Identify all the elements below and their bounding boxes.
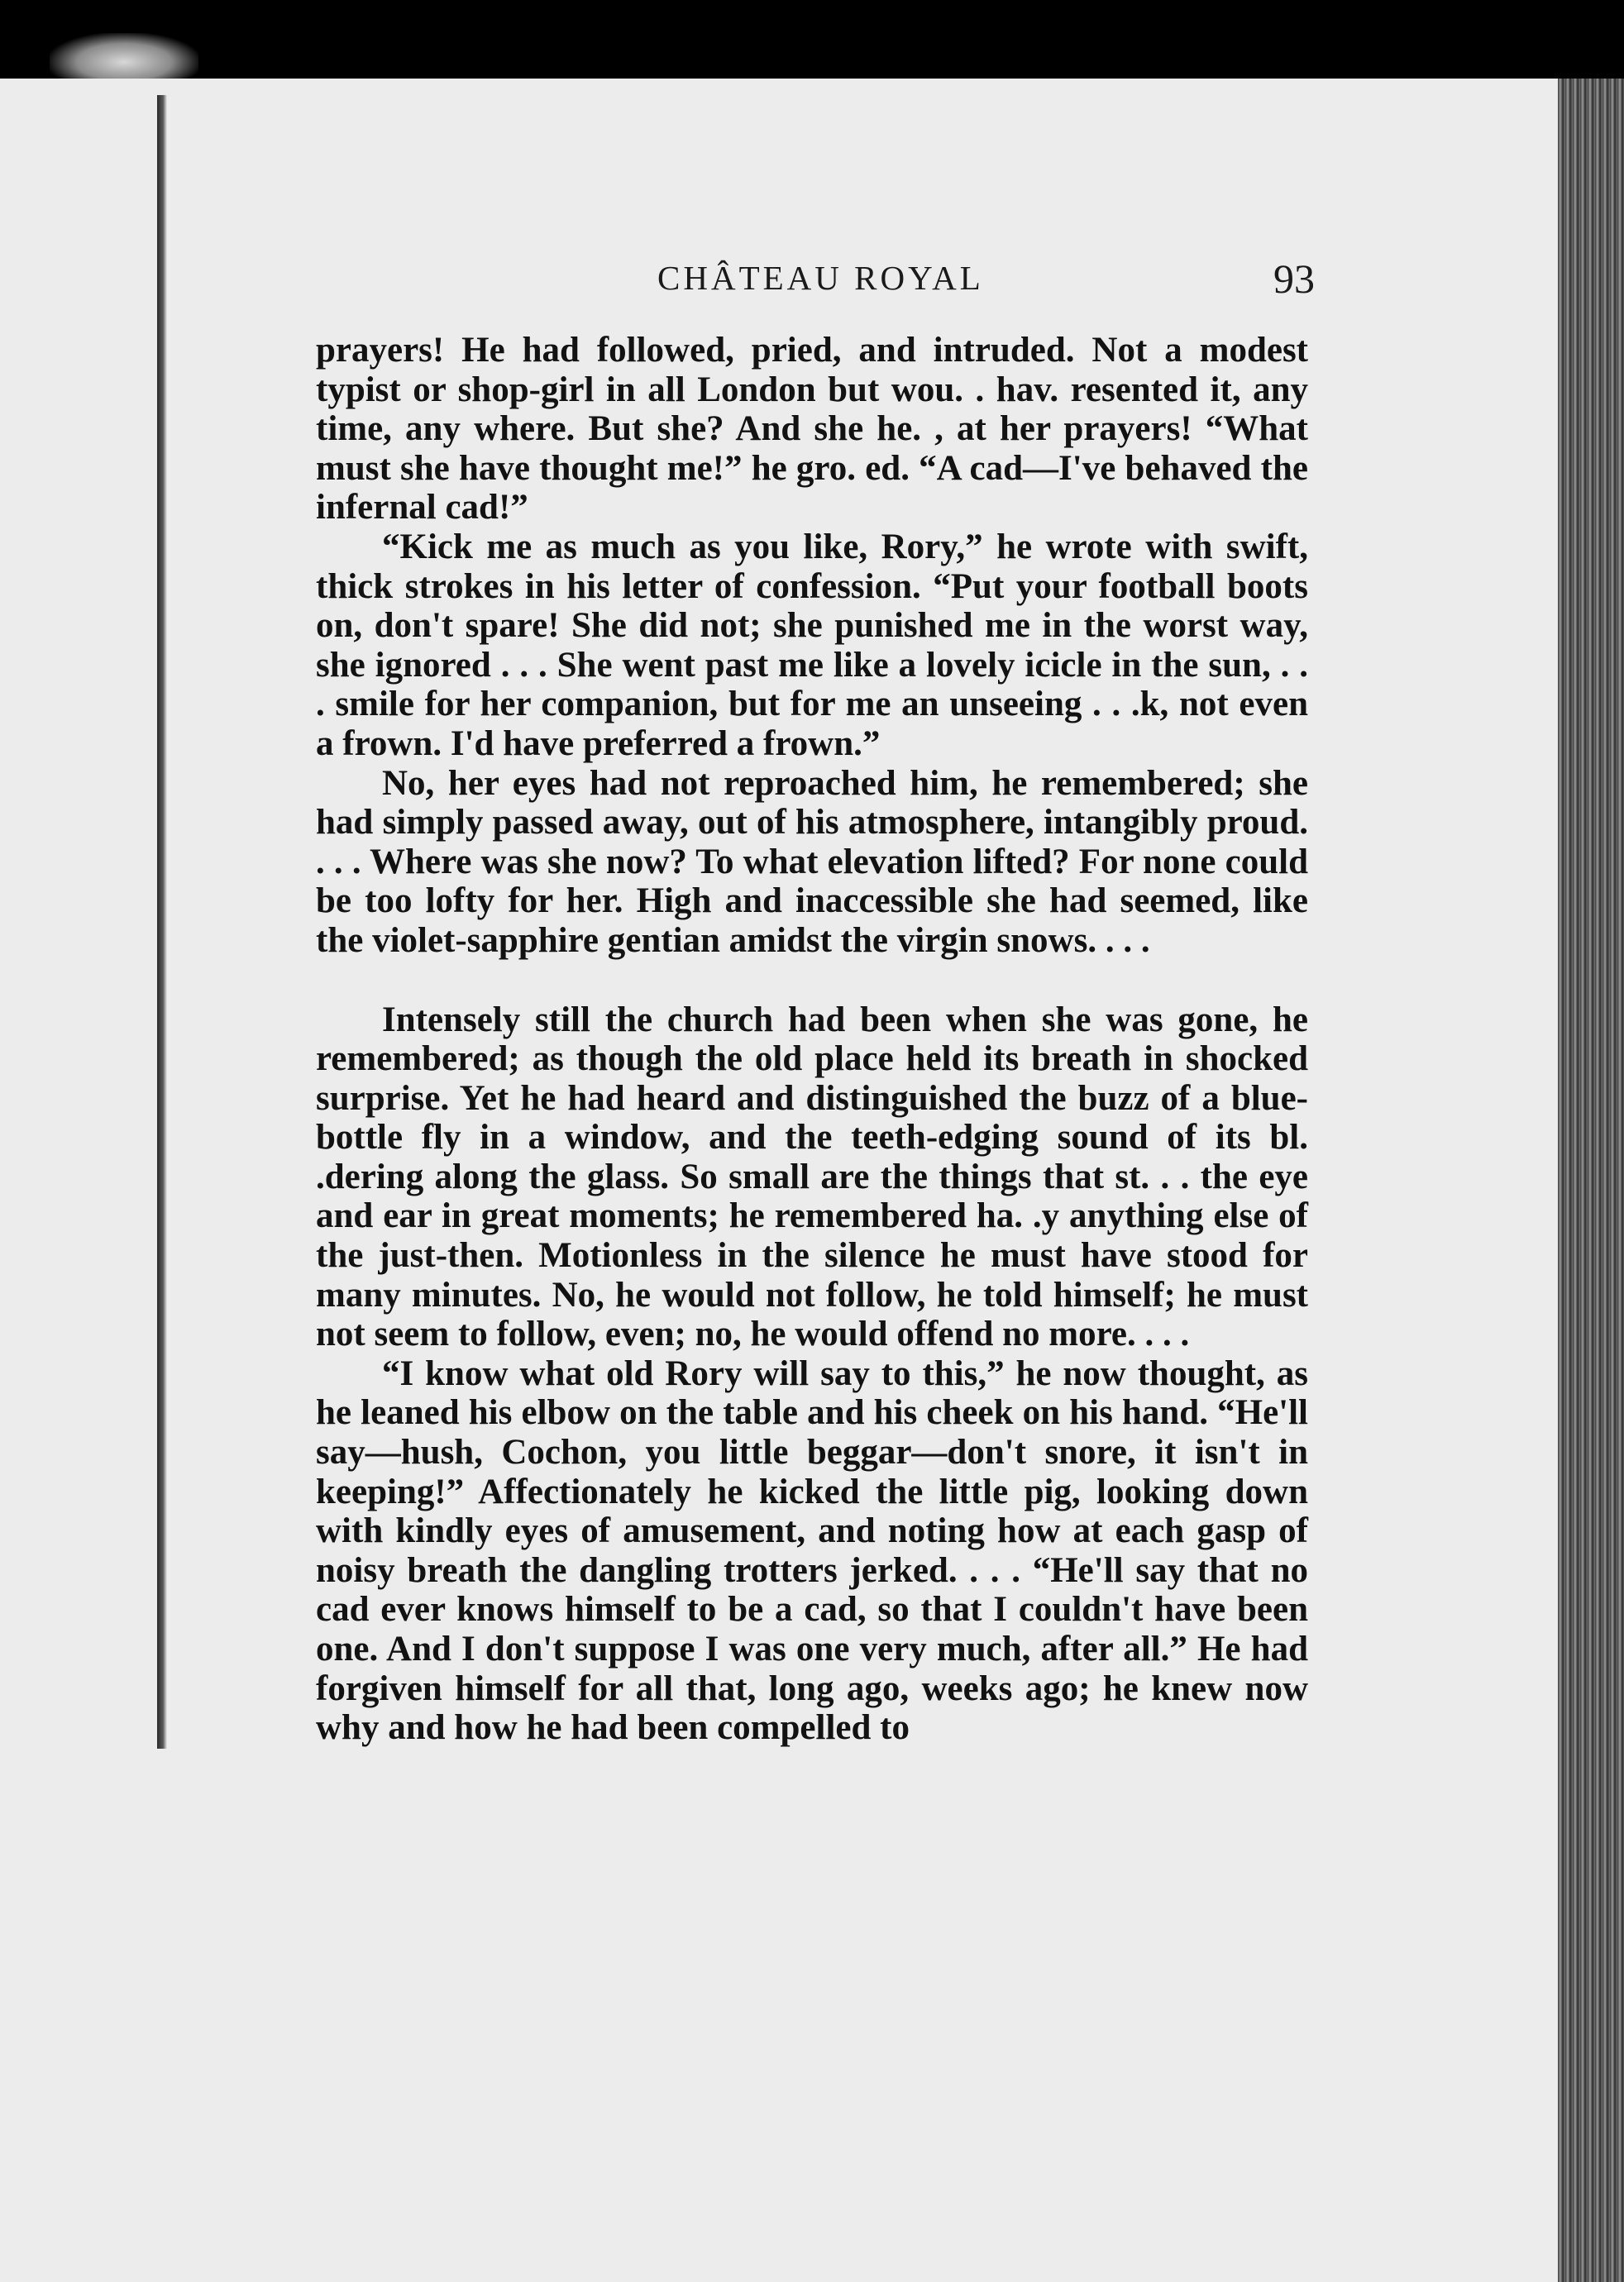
paragraph: No, her eyes had not reproached him, he remembered; she had simply passed away, out of his atmosphere, intangibly proud. . . . Where was she now? To what elevation lifted? For none could be too lofty for her. High and inaccessible she had seemed, like the violet-sapphire gentian amidst the virgin snows. . . . <box>316 763 1308 960</box>
paragraph: “Kick me as much as you like, Rory,” he wrote with swift, thick strokes in his letter of confession. “Put your football boots on, don't spare! She did not; she punished me in the worst way, she ignored . . . She went past me like a lovely icicle in the sun, . . . smile for her companion, but for me an unseeing . . .k, not even a frown. I'd have preferred a frown.” <box>316 527 1308 763</box>
running-title: CHÂTEAU ROYAL <box>657 259 984 297</box>
body-text <box>316 331 1308 1748</box>
paragraph: “I know what old Rory will say to this,” he now thought, as he leaned his elbow on the table and his cheek on his hand. “He'll say—hush, Cochon, you little beggar—don't snore, it isn't in keeping!” Affectionately he kicked the little pig, looking down with kindly eyes of amusement, and noting how at each gasp of noisy breath the dangling trotters jerked. . . . “He'll say that no cad ever knows himself to be a cad, so that I couldn't have been one. And I don't suppose I was one very much, after all.” He had forgiven himself for all that, long ago, weeks ago; he knew now why and how he had been compelled to <box>316 1353 1308 1748</box>
paragraph: prayers! He had followed, pried, and intruded. Not a modest typist or shop-girl in all London but wou. . hav. resented it, any time, any where. But she? And she he. , at her prayers! “What must she have thought me!” he gro. ed. “A cad—I've behaved the infernal cad!” <box>316 331 1308 528</box>
running-head <box>314 255 1315 308</box>
page-number: 93 <box>1273 255 1315 302</box>
paragraph: Intensely still the church had been when she was gone, he remembered; as though the old place held its breath in shocked surprise. Yet he had heard and distinguished the buzz of a blue-bottle fly in a window, and the teeth-edging sound of its bl. .dering along the glass. So small are the things that st. . . the eye and ear in great moments; he remembered ha. .y anything else of the just-then. Motionless in the silence he must have stood for many minutes. No, he would not follow, he told himself; he must not seem to follow, even; no, he would offend no more. . . . <box>316 1000 1308 1354</box>
binding-shadow <box>157 95 167 1749</box>
page-edges <box>1558 79 1624 2282</box>
